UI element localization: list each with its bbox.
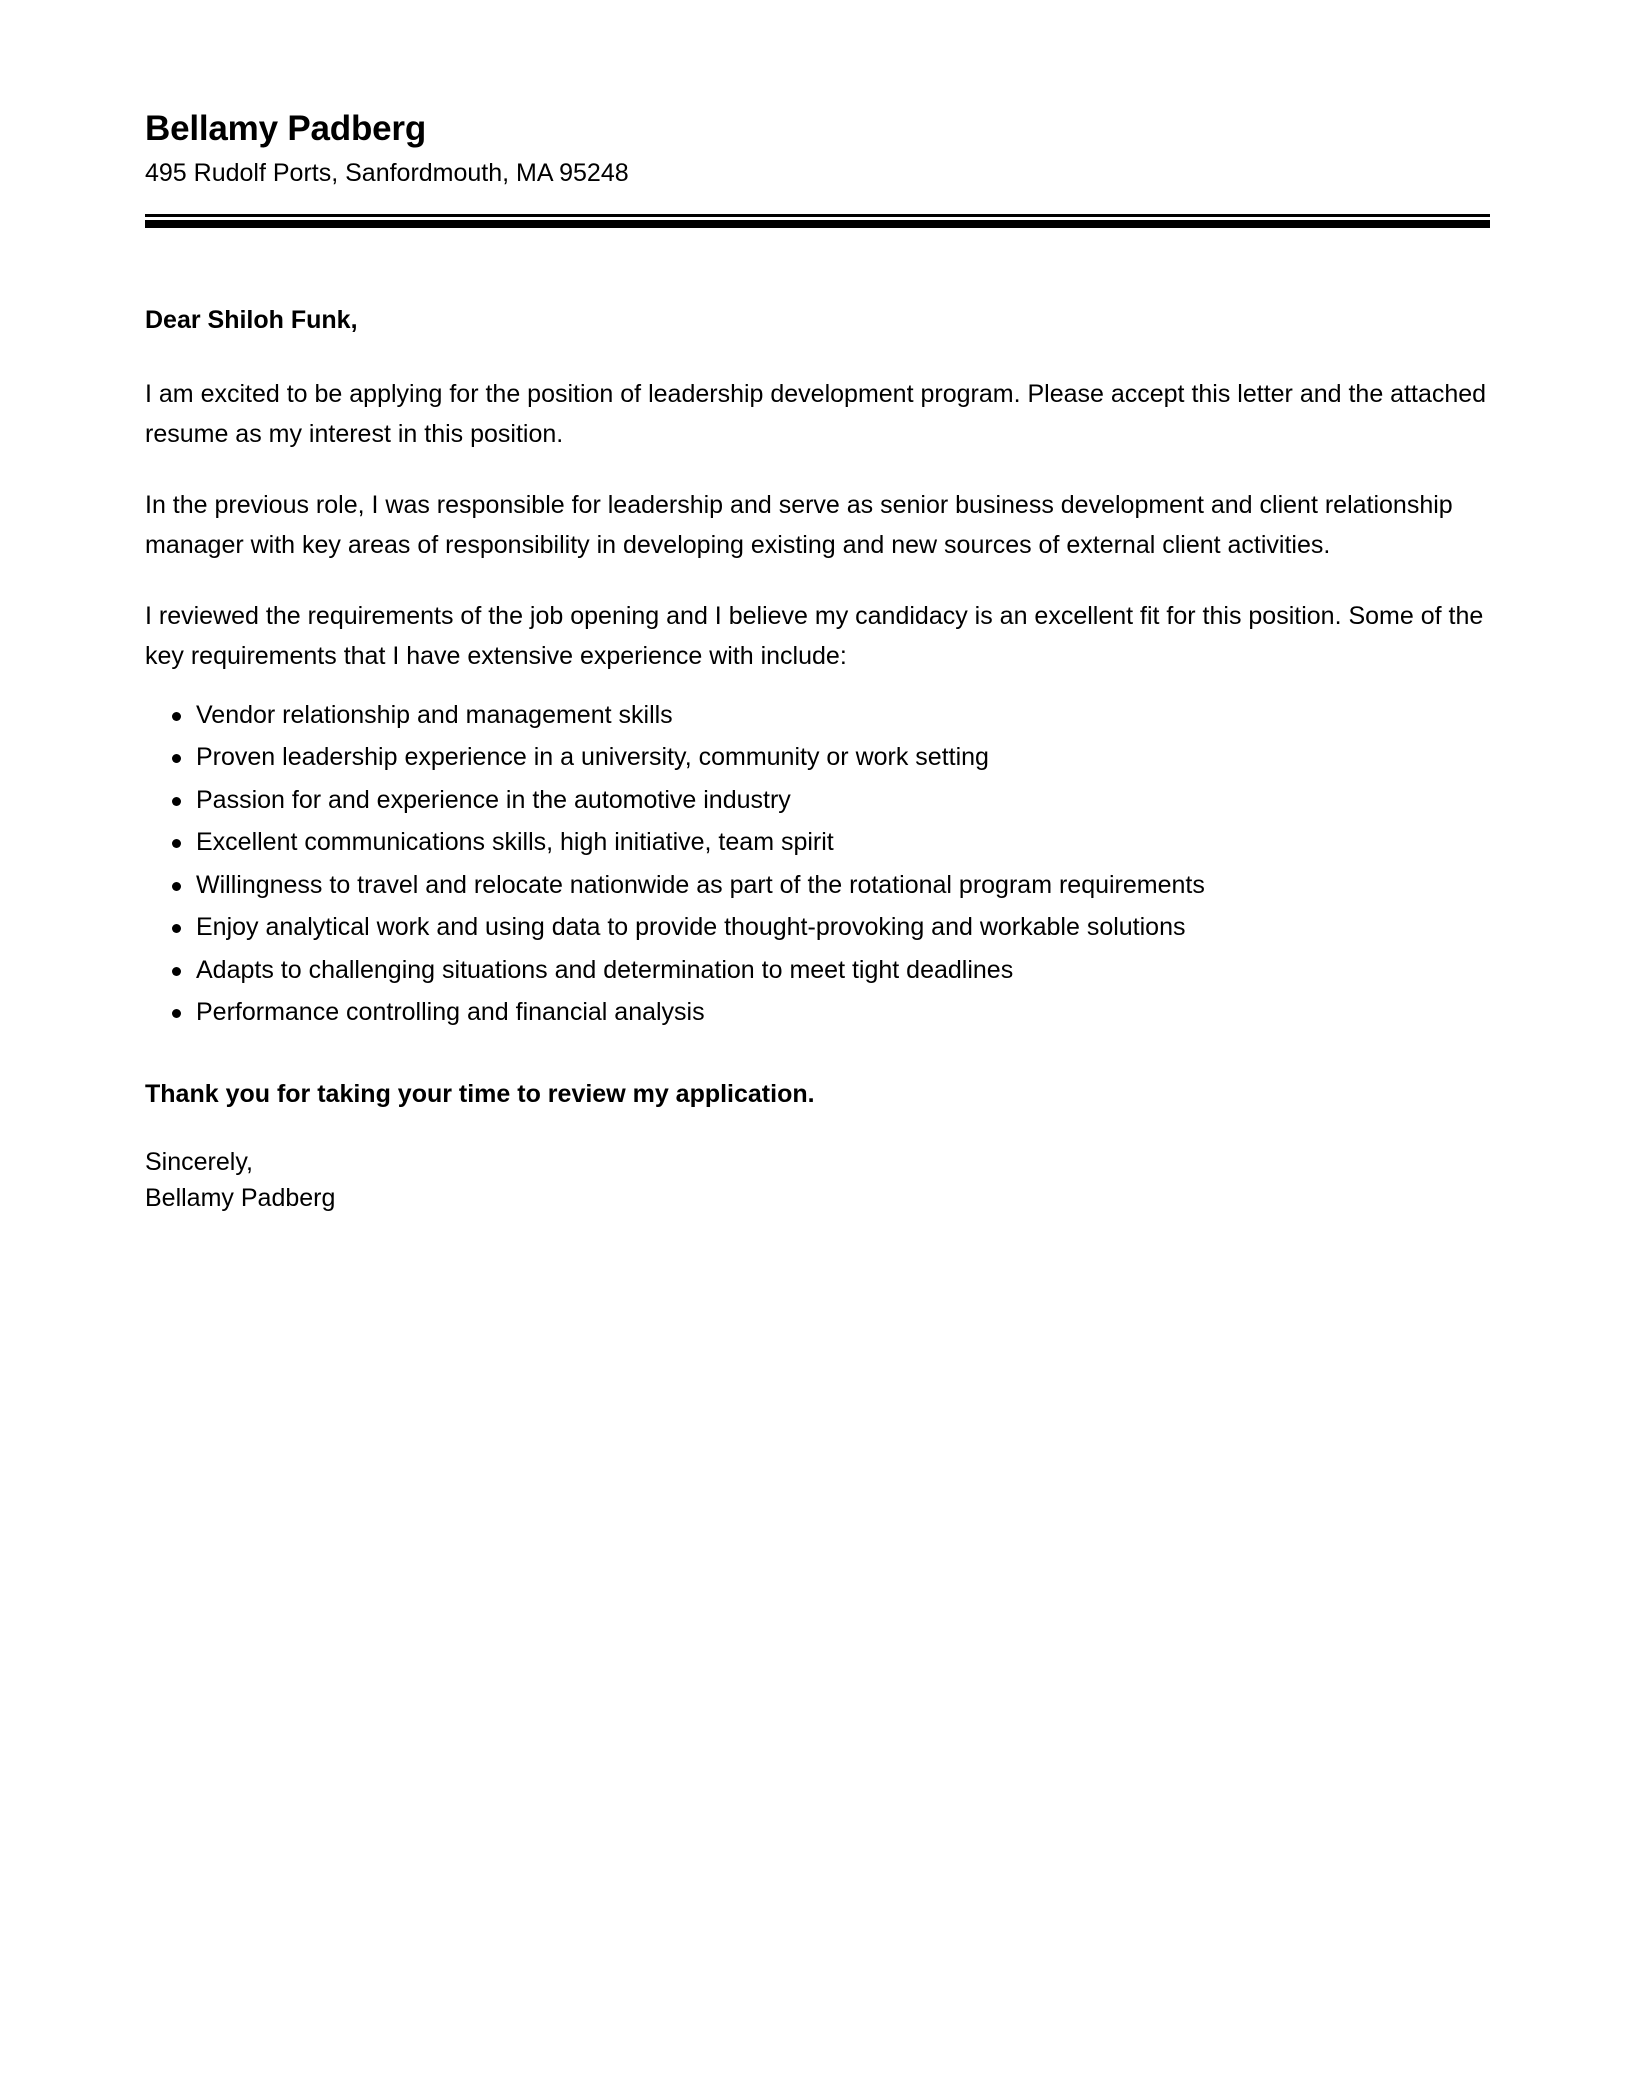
bullet-dot-icon <box>172 797 181 806</box>
list-item-text: Adapts to challenging situations and determination to meet tight deadlines <box>196 955 1014 984</box>
signature-block <box>145 1145 1490 1216</box>
list-item-text: Enjoy analytical work and using data to provide thought-provoking and workable solutions <box>196 913 1186 942</box>
list-item-text: Willingness to travel and relocate nationwide as part of the rotational program requirements <box>196 870 1205 899</box>
list-item-text: Proven leadership experience in a university, community or work setting <box>196 743 989 772</box>
bullet-dot-icon <box>172 967 181 976</box>
list-item <box>145 954 1490 987</box>
signature-name: Bellamy Padberg <box>145 1183 336 1212</box>
list-item-text: Passion for and experience in the automotive industry <box>196 785 791 814</box>
salutation: Dear Shiloh Funk, <box>145 305 358 334</box>
sender-name: Bellamy Padberg <box>145 109 426 148</box>
letterhead <box>145 0 1490 190</box>
list-item <box>145 826 1490 859</box>
sender-address: 495 Rudolf Ports, Sanfordmouth, MA 95248 <box>145 159 629 188</box>
bullet-dot-icon <box>172 712 181 721</box>
list-item <box>145 869 1490 902</box>
list-item-text: Performance controlling and financial analysis <box>196 998 705 1027</box>
bullet-dot-icon <box>172 754 181 763</box>
bullet-dot-icon <box>172 924 181 933</box>
body-paragraph-1: I am excited to be applying for the position of leadership development program. Please accept this letter and the attached resume as my interest in this position. <box>145 379 1487 449</box>
bullet-dot-icon <box>172 882 181 891</box>
letter-content <box>145 0 1490 1216</box>
bullet-dot-icon <box>172 839 181 848</box>
list-item <box>145 996 1490 1029</box>
header-divider <box>145 214 1490 228</box>
list-item-text: Vendor relationship and management skills <box>196 700 673 729</box>
body-paragraph-2: In the previous role, I was responsible for leadership and serve as senior business development and client relationship manager with key areas of responsibility in developing existing and new sources of external client activities. <box>145 490 1453 560</box>
divider-thick-rule <box>145 220 1490 228</box>
requirements-list <box>145 699 1490 1029</box>
closing-salutation: Sincerely, <box>145 1148 253 1177</box>
body-paragraph-3: I reviewed the requirements of the job opening and I believe my candidacy is an excellent fit for this position. Some of the key requirements that I have extensive experience with include: <box>145 601 1484 671</box>
list-item <box>145 911 1490 944</box>
thank-you-line: Thank you for taking your time to review my application. <box>145 1079 815 1108</box>
list-item-text: Excellent communications skills, high initiative, team spirit <box>196 828 834 857</box>
bullet-dot-icon <box>172 1009 181 1018</box>
list-item <box>145 741 1490 774</box>
list-item <box>145 699 1490 732</box>
list-item <box>145 784 1490 817</box>
letter-body <box>145 304 1490 1217</box>
